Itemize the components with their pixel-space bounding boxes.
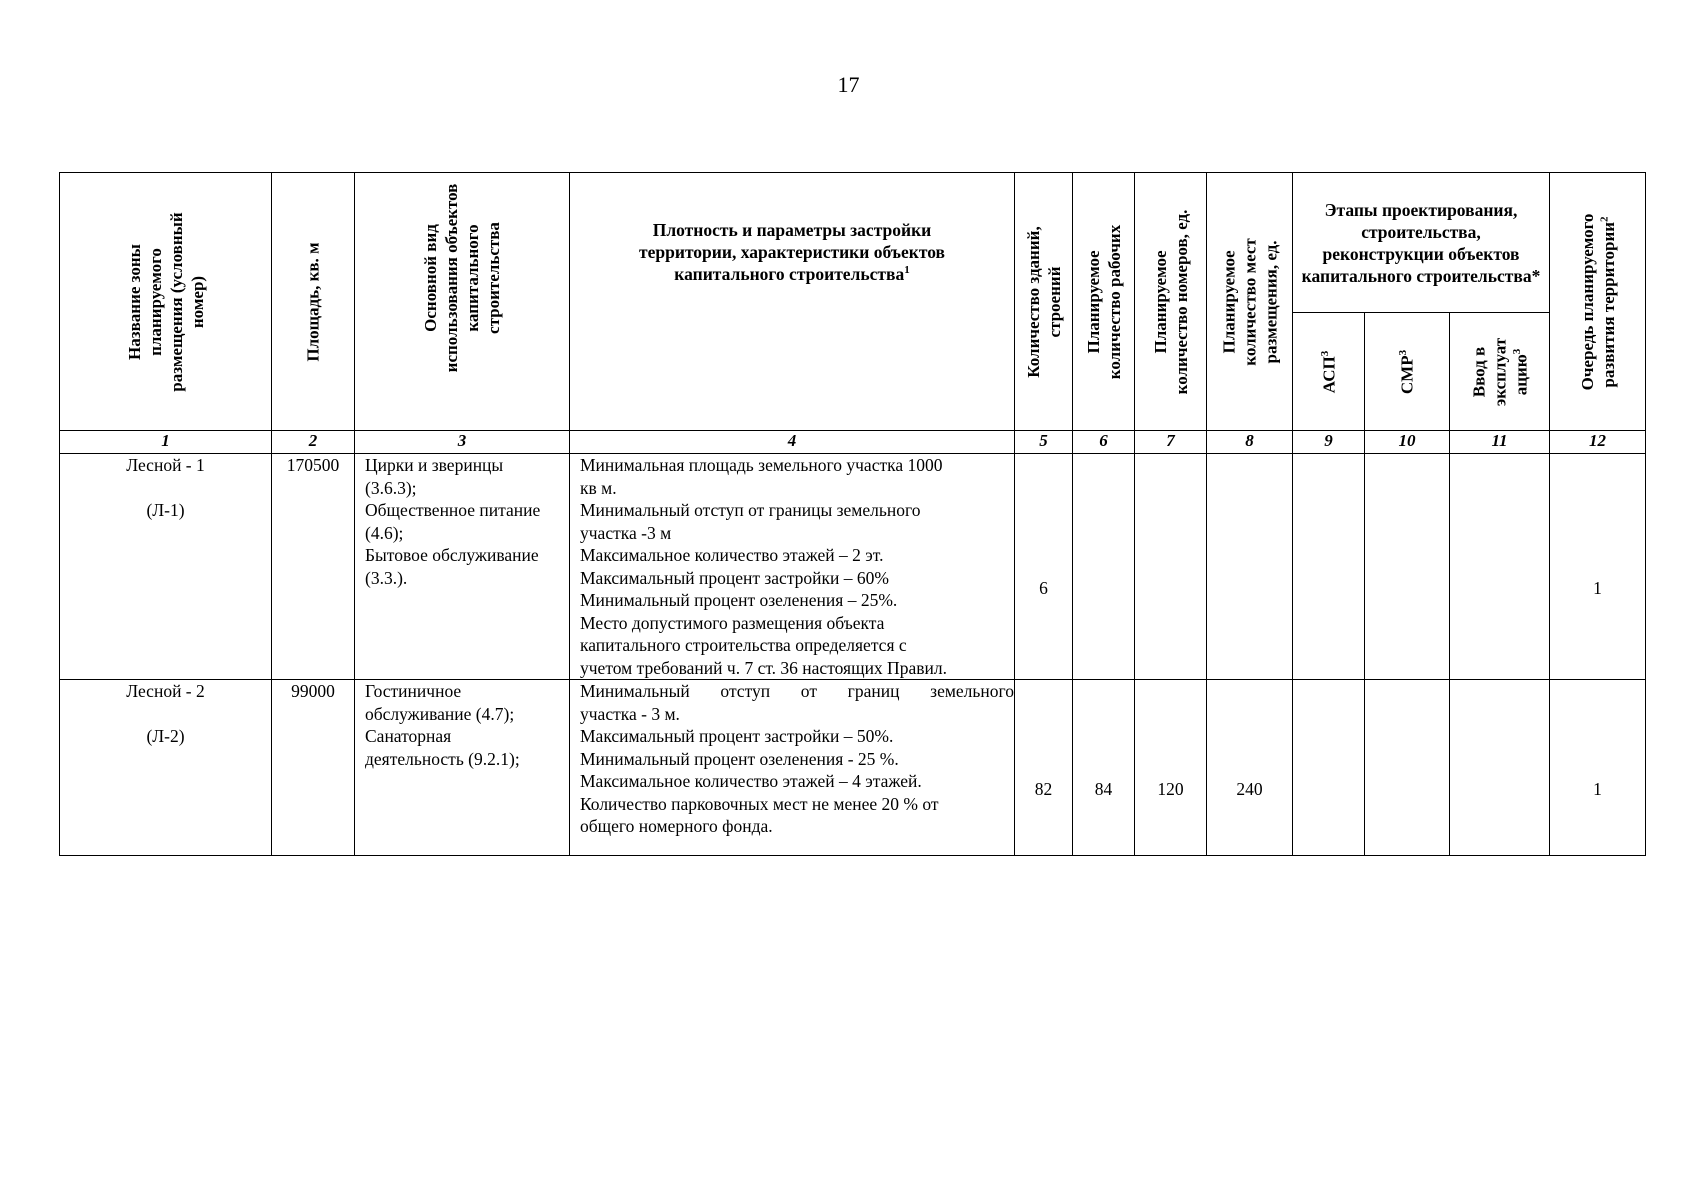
value-cell-c8 [1207, 454, 1293, 680]
header-stage-order-text: Очередь планируемого развития территории$^2$ [1577, 213, 1618, 390]
header-places-text: Планируемое количество мест размещения, ед. [1219, 237, 1280, 366]
params-line: Минимальный процент озеленения – 25%. [580, 590, 898, 610]
params-line: Минимальный отступ от границы земельного [580, 500, 921, 520]
params-line: участка - 3 м. [580, 703, 680, 724]
zone-name-cell [60, 680, 272, 856]
header-zone-name-text: Название зоны планируемого размещения (условный номер) [124, 211, 207, 392]
value-cell-c7 [1135, 454, 1207, 680]
header-rooms-text: Планируемое количество номеров, ед. [1150, 209, 1191, 394]
value-cell-c6 [1073, 454, 1135, 680]
column-number-2: 2 [272, 431, 355, 454]
header-area-text: Площадь, кв. м [303, 241, 323, 362]
value-cell-c8 [1207, 680, 1293, 856]
zone-name-cell [60, 454, 272, 680]
params-line: учетом требований ч. 7 ст. 36 настоящих Правил. [580, 657, 947, 678]
value-c7: 120 [1157, 779, 1184, 800]
value-c5: 82 [1034, 779, 1053, 800]
value-c12: 1 [1593, 578, 1602, 599]
column-number-11: 11 [1450, 431, 1550, 454]
column-number-12: 12 [1550, 431, 1646, 454]
main-use-line: (3.6.3); [365, 477, 417, 498]
params-line: общего номерного фонда. [580, 816, 773, 836]
header-stages [1293, 173, 1550, 313]
zone-code: (Л-1) [146, 499, 185, 520]
main-use-line: Гостиничное [365, 681, 462, 701]
value-cell-c11 [1450, 454, 1550, 680]
column-number-4: 4 [570, 431, 1015, 454]
header-smr [1365, 313, 1450, 431]
header-buildings-count [1015, 173, 1073, 431]
area-cell [272, 454, 355, 680]
column-number-7: 7 [1135, 431, 1207, 454]
header-workers [1073, 173, 1135, 431]
area-cell [272, 680, 355, 856]
column-number-5: 5 [1015, 431, 1073, 454]
header-area [272, 173, 355, 431]
value-c8: 240 [1236, 779, 1263, 800]
header-asp [1293, 313, 1365, 431]
column-number-10: 10 [1365, 431, 1450, 454]
table-row [60, 680, 1646, 856]
column-number-9: 9 [1293, 431, 1365, 454]
value-cell-c5 [1015, 680, 1073, 856]
header-main-use-text: Основной вид использования объектов капитального строительства [421, 183, 503, 372]
area-value: 170500 [286, 455, 340, 475]
zone-name: Лесной - 1 [126, 455, 205, 475]
zone-code: (Л-2) [146, 725, 185, 746]
params-line: Минимальная площадь земельного участка 1000 [580, 455, 943, 475]
params-line: Максимальный процент застройки – 60% [580, 567, 889, 588]
header-params [570, 173, 1015, 431]
params-line: Минимальный процент озеленения - 25 %. [580, 748, 899, 769]
value-cell-c10 [1365, 680, 1450, 856]
main-use-cell [355, 680, 570, 856]
main-use-cell [355, 454, 570, 680]
params-line: участка -3 м [580, 522, 672, 543]
header-rooms [1135, 173, 1207, 431]
value-c12: 1 [1593, 779, 1602, 800]
zones-table [59, 172, 1646, 856]
main-use-line: (3.3.). [365, 567, 408, 588]
header-zone-name [60, 173, 272, 431]
zone-name: Лесной - 2 [126, 681, 205, 701]
header-workers-text: Планируемое количество рабочих [1083, 224, 1124, 379]
header-main-use [355, 173, 570, 431]
value-cell-c11 [1450, 680, 1550, 856]
value-cell-c7 [1135, 680, 1207, 856]
params-line: капитального строительства определяется с [580, 635, 907, 655]
params-line: Количество парковочных мест не менее 20 % от [580, 793, 939, 814]
main-use-line: Цирки и зверинцы [365, 455, 504, 475]
value-cell-c12 [1550, 680, 1646, 856]
value-cell-c9 [1293, 454, 1365, 680]
header-params-text: Плотность и параметры застройки территории, характеристики объектов капитального строительства$^1$ [639, 220, 945, 284]
value-cell-c9 [1293, 680, 1365, 856]
header-buildings-count-text: Количество зданий, строений [1023, 225, 1064, 378]
area-value: 99000 [291, 681, 335, 701]
params-line: кв м. [580, 477, 617, 498]
value-c5: 6 [1039, 578, 1048, 599]
value-cell-c5 [1015, 454, 1073, 680]
header-stages-text: Этапы проектирования, строительства, реконструкции объектов капитального строительства* [1301, 199, 1541, 286]
column-number-1: 1 [60, 431, 272, 454]
params-line: Максимальный процент застройки – 50%. [580, 726, 894, 746]
main-use-line: Санаторная [365, 726, 452, 746]
header-places [1207, 173, 1293, 431]
main-use-line: Бытовое обслуживание [365, 545, 539, 565]
params-line: Минимальный отступ от границ земельного [580, 681, 1014, 701]
header-asp-text: АСП$^3$ [1318, 350, 1338, 393]
column-number-6: 6 [1073, 431, 1135, 454]
column-numbers-row [60, 431, 1646, 454]
params-cell [570, 680, 1015, 856]
main-use-line: деятельность (9.2.1); [365, 748, 520, 769]
value-cell-c10 [1365, 454, 1450, 680]
main-use-line: обслуживание (4.7); [365, 703, 515, 724]
header-smr-text: СМР$^3$ [1396, 349, 1417, 394]
value-cell-c6 [1073, 680, 1135, 856]
value-c6: 84 [1094, 779, 1113, 800]
table-row [60, 454, 1646, 680]
column-number-3: 3 [355, 431, 570, 454]
params-line: Максимальное количество этажей – 4 этажей. [580, 771, 922, 791]
header-commissioning-text: Ввод в эксплуат ацию$^3$ [1469, 337, 1530, 406]
header-stage-order [1550, 173, 1646, 431]
page-number: 17 [837, 72, 860, 97]
main-use-line: Общественное питание [365, 500, 541, 520]
params-line: Максимальное количество этажей – 2 эт. [580, 545, 884, 565]
params-cell [570, 454, 1015, 680]
column-number-8: 8 [1207, 431, 1293, 454]
header-commissioning [1450, 313, 1550, 431]
main-use-line: (4.6); [365, 522, 404, 543]
params-line: Место допустимого размещения объекта [580, 612, 885, 633]
value-cell-c12 [1550, 454, 1646, 680]
